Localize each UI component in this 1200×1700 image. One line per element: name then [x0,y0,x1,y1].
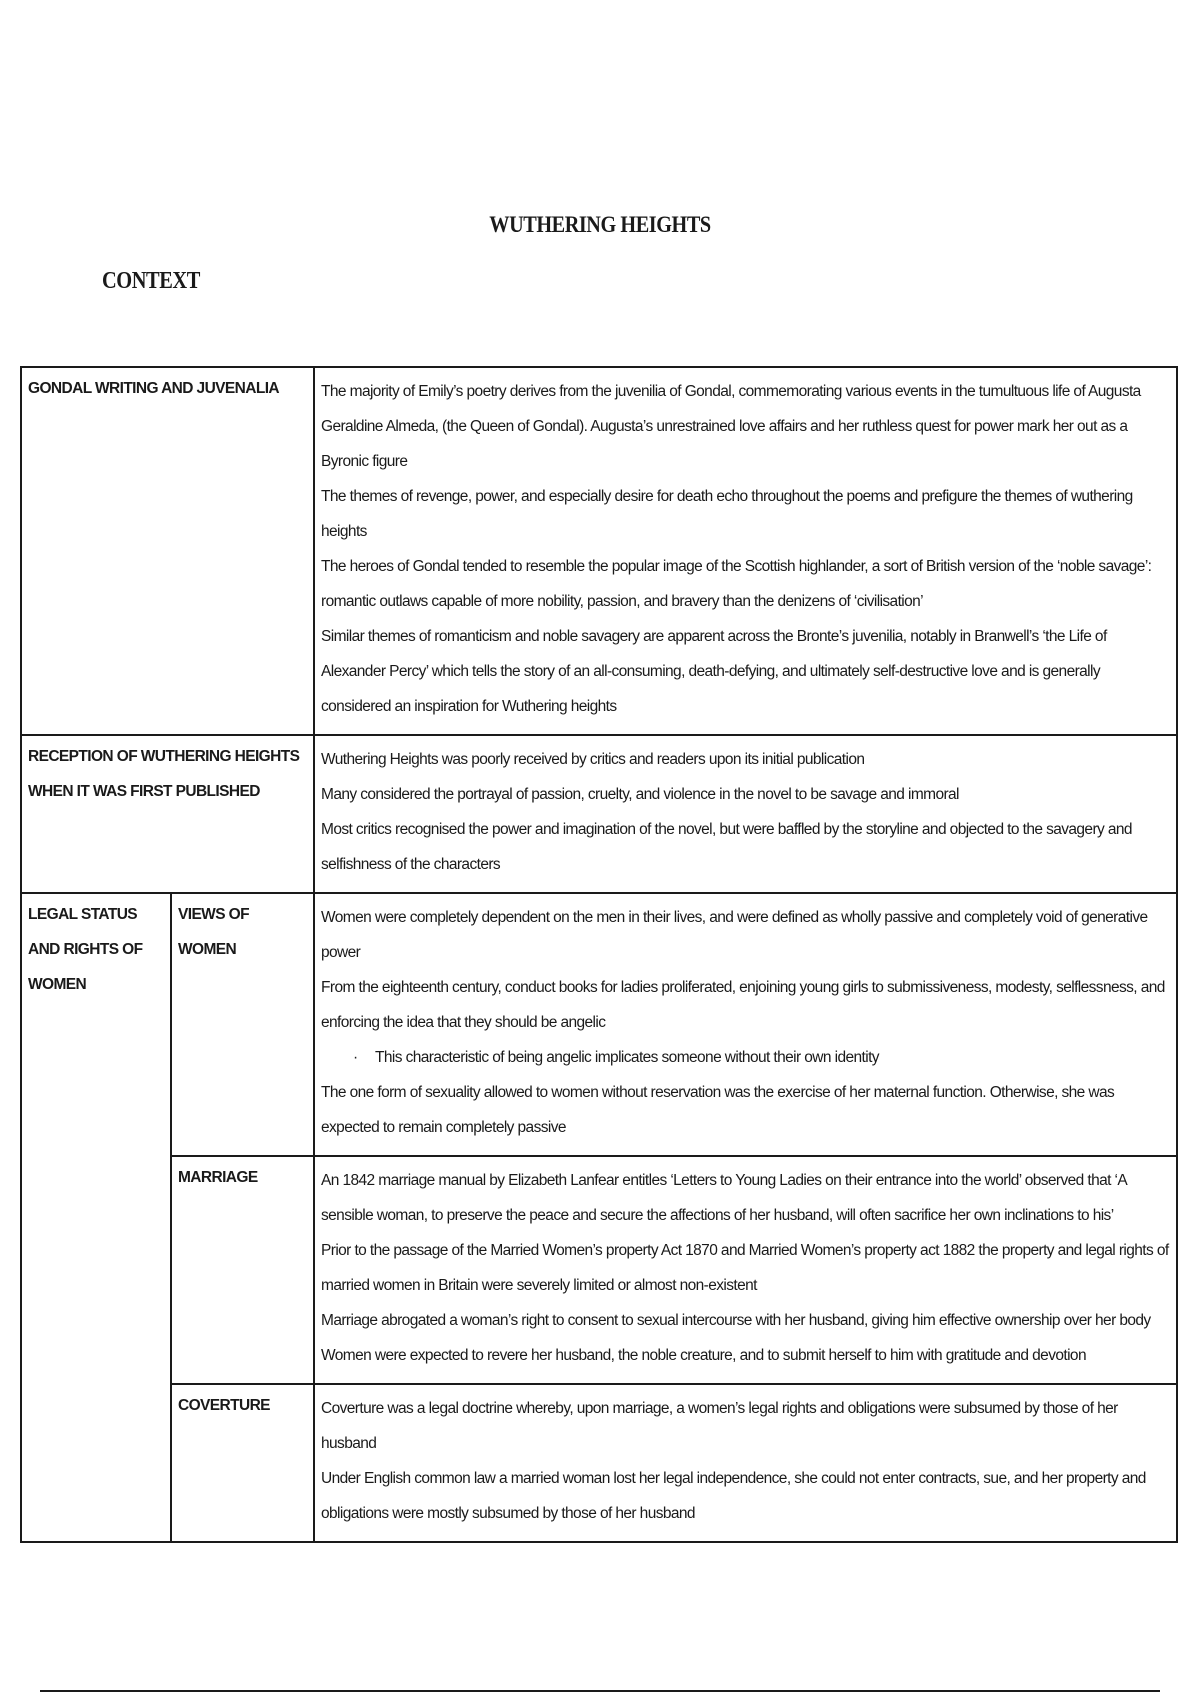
content-line: Wuthering Heights was poorly received by critics and readers upon its initial publication [321,751,865,768]
table-row-views-of-women [21,893,1177,1156]
sub-label-marriage: MARRIAGE [171,1156,314,1384]
row-content-reception [314,735,1177,893]
row-label-reception: RECEPTION OF WUTHERING HEIGHTS WHEN IT WAS FIRST PUBLISHED [21,735,314,893]
row-content-gondal [314,367,1177,735]
content-line: The one form of sexuality allowed to women without reservation was the exercise of her maternal function. Otherwise, she was expected to remain completely passive [321,1084,1115,1136]
row-content-marriage [314,1156,1177,1384]
content-line: Many considered the portrayal of passion, cruelty, and violence in the novel to be savage and immoral [321,786,959,803]
content-line: Under English common law a married woman lost her legal independence, she could not enter contracts, sue, and her property and obligations were mostly subsumed by those of her husband [321,1470,1146,1522]
row-label-gondal: GONDAL WRITING AND JUVENALIA [21,367,314,735]
content-line: The majority of Emily’s poetry derives from the juvenilia of Gondal, commemorating various events in the tumultuous life of Augusta Geraldine Almeda, (the Queen of Gondal). Augusta’s unrestrained love affairs and her ruthless quest for power mark her out as a Byronic figure [321,383,1141,470]
document-title: WUTHERING HEIGHTS [489,212,711,237]
row-content-views-of-women [314,893,1177,1156]
bullet-marker: · [353,1049,358,1066]
content-line: Prior to the passage of the Married Women’s property Act 1870 and Married Women’s property act 1882 the property and legal rights of married women in Britain were severely limited or almost non-existent [321,1242,1169,1294]
content-line: Most critics recognised the power and imagination of the novel, but were baffled by the storyline and objected to the savagery and selfishness of the characters [321,821,1132,873]
content-line: Marriage abrogated a woman’s right to consent to sexual intercourse with her husband, giving him effective ownership over her body [321,1312,1151,1329]
table-row-marriage [21,1156,1177,1384]
row-content-coverture [314,1384,1177,1542]
content-line: The themes of revenge, power, and especially desire for death echo throughout the poems and prefigure the themes of wuthering heights [321,488,1133,540]
table-row-gondal [21,367,1177,735]
table-row-coverture [21,1384,1177,1542]
bullet-item [321,1040,1170,1075]
row-label-legal-status: LEGAL STATUS AND RIGHTS OF WOMEN [21,893,171,1542]
content-line: The heroes of Gondal tended to resemble the popular image of the Scottish highlander, a sort of British version of the ‘noble savage’: romantic outlaws capable of more nobility, passion, and bravery than the denizens of ‘civilisation’ [321,558,1152,610]
content-line: Coverture was a legal doctrine whereby, upon marriage, a women’s legal rights and obligations were subsumed by those of her husband [321,1400,1118,1452]
context-table [20,366,1178,1543]
content-line: Women were expected to revere her husband, the noble creature, and to submit herself to him with gratitude and devotion [321,1347,1086,1364]
content-line: An 1842 marriage manual by Elizabeth Lanfear entitles ‘Letters to Young Ladies on their entrance into the world’ observed that ‘A sensible woman, to preserve the peace and secure the affections of her husband, will often sacrifice her own inclinations to his’ [321,1172,1127,1224]
section-heading-context: CONTEXT [102,268,200,294]
sub-label-coverture: COVERTURE [171,1384,314,1542]
content-line: From the eighteenth century, conduct books for ladies proliferated, enjoining young girls to submissiveness, modesty, selflessness, and enforcing the idea that they should be angelic [321,979,1165,1031]
content-line: Similar themes of romanticism and noble savagery are apparent across the Bronte’s juvenilia, notably in Branwell’s ‘the Life of Alexander Percy’ which tells the story of an all-consuming, death-defying, and ultimately self-destructive love and is generally considered an inspiration for Wuthering heights [321,628,1107,715]
bullet-text: This characteristic of being angelic implicates someone without their own identity [375,1049,879,1066]
sub-label-views-of-women: VIEWS OF WOMEN [171,893,314,1156]
table-row-reception [21,735,1177,893]
footer-divider [40,1690,1160,1692]
content-line: Women were completely dependent on the men in their lives, and were defined as wholly passive and completely void of generative power [321,909,1148,961]
